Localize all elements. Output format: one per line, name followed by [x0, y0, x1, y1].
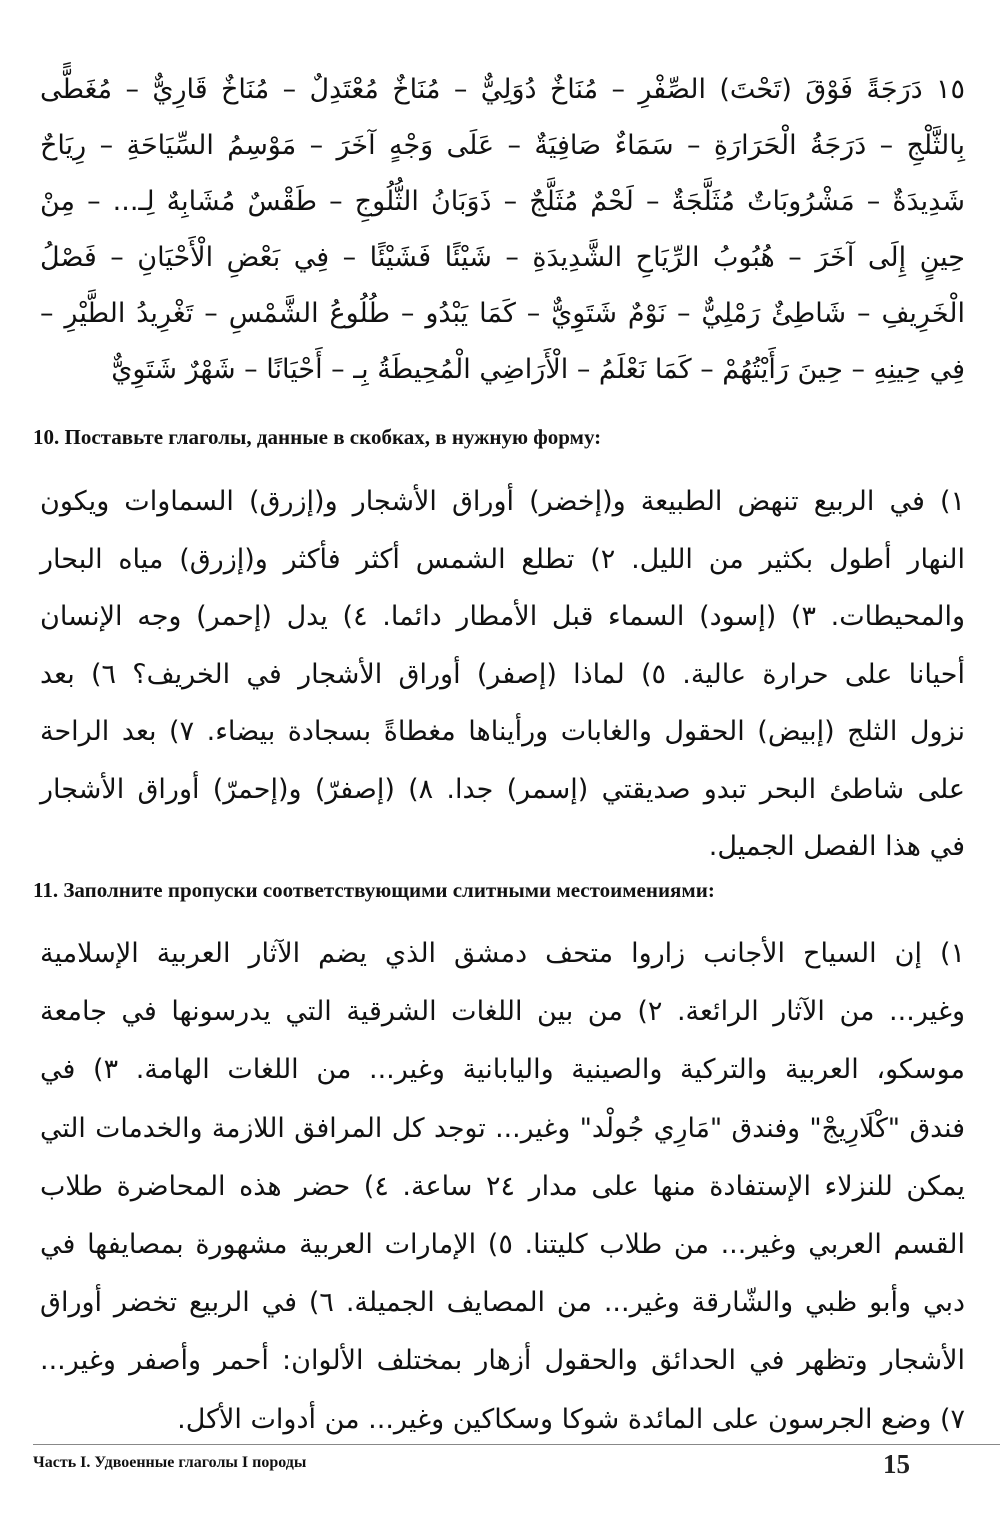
exercise-10-heading: 10. Поставьте глаголы, данные в скобках, в нужную форму:	[33, 425, 602, 449]
exercise-10-line: النهار أطول بكثير من الليل. ٢) تطلع الشمس أكثر فأكثر و(إزرق) مياه البحار	[40, 543, 965, 575]
exercise-11-line: القسم العربي وغير... من طلاب كليتنا. ٥) الإمارات العربية مشهورة بمصايفها في	[40, 1229, 965, 1261]
footer-divider	[33, 1444, 1000, 1445]
vocabulary-line: فِي حِينِهِ – حِينَ رَأَيْتُهُمْ – كَمَا نَعْلَمُ – الْأَرَاضِي الْمُحِيطَةُ بِـ – أَحْيَانًا – شَهْرٌ شَتَوِيٌّ	[111, 354, 965, 385]
exercise-11-line: وغير... من الآثار الرائعة. ٢) من بين اللغات الشرقية التي يدرسونها في جامعة	[40, 996, 965, 1028]
exercise-10-line: ١) في الربيع تنهض الطبيعة و(إخضر) أوراق الأشجار و(إزرق) السماوات ويكون	[40, 486, 965, 517]
exercise-10-line: في هذا الفصل الجميل.	[708, 831, 965, 862]
exercise-11-line: ٧) وضع الجرسون على المائدة شوكا وسكاكين وغير... من أدوات الأكل.	[177, 1403, 965, 1435]
exercise-11-line: دبي وأبو ظبي والشّارقة وغير... من المصايف الجميلة. ٦) في الربيع تخضر أوراق	[40, 1287, 965, 1319]
exercise-10-line: والمحيطات. ٣) (إسود) السماء قبل الأمطار دائما. ٤) يدل (إحمر) وجه الإنسان	[40, 601, 965, 632]
exercise-10-line: أحيانا على حرارة عالية. ٥) لماذا (إصفر) أوراق الأشجار في الخريف؟ ٦) بعد	[40, 658, 965, 690]
exercise-11-heading: 11. Заполните пропуски соответствующими слитными местоимениями:	[33, 878, 715, 902]
exercise-10-text	[40, 473, 965, 876]
exercise-11-line: يمكن للنزلاء الإستفادة منها على مدار ٢٤ ساعة. ٤) حضر هذه المحاضرة طلاب	[40, 1170, 966, 1202]
vocabulary-line: حِينٍ إِلَى آخَرَ – هُبُوبُ الرِّيَاحِ الشَّدِيدَةِ – شَيْئًا فَشَيْئًا – فِي بَعْضِ الْأَحْيَانِ – فَصْلُ	[40, 242, 965, 273]
footer-section-title: Часть I. Удвоенные глаголы I породы	[33, 1454, 307, 1471]
page-number: 15	[883, 1449, 910, 1479]
vocabulary-line: الْخَرِيفِ – شَاطِئٌ رَمْلِيٌّ – نَوْمٌ شَتَوِيٌّ – كَمَا يَبْدُو – طُلُوعُ الشَّمْسِ – تَغْرِيدُ الطَّيْرِ –	[40, 298, 965, 329]
exercise-11-line: فندق "كْلَارِيجْ" وفندق "مَارِي جُولْد" وغير... توجد كل المرافق اللازمة والخدمات التي	[40, 1112, 965, 1144]
exercise-11-line: ١) إن السياح الأجانب زاروا متحف دمشق الذي يضم الآثار العربية الإسلامية	[40, 938, 965, 969]
exercise-11-line: الأشجار وتظهر في الحدائق والحقول أزهار بمختلف الألوان: أحمر وأصفر وغير...	[40, 1345, 965, 1377]
vocabulary-line: شَدِيدَةٌ – مَشْرُوبَاتٌ مُثَلَّجَةٌ – لَحْمٌ مُثَلَّجٌ – ذَوَبَانُ الثُّلُوجِ – طَقْسٌ مُشَابِهٌ لِـ... – مِنْ	[40, 186, 965, 217]
vocabulary-line: ١٥ دَرَجَةً فَوْقَ (تَحْتَ) الصِّفْرِ – مُنَاخٌ دُوَلِيٌّ – مُنَاخٌ مُعْتَدِلٌ – مُنَاخٌ قَارِيٌّ – مُغَطًّى	[40, 74, 965, 105]
vocabulary-list	[40, 62, 965, 398]
exercise-10-line: نزول الثلج (إبيض) الحقول والغابات ورأيناها مغطاةً بسجادة بيضاء. ٧) بعد الراحة	[40, 716, 965, 747]
exercise-11-line: موسكو، العربية والتركية والصينية واليابانية وغير... من اللغات الهامة. ٣) في	[40, 1054, 965, 1086]
exercise-11-text	[40, 925, 965, 1449]
vocabulary-line: بِالثَّلْجِ – دَرَجَةُ الْحَرَارَةِ – سَمَاءٌ صَافِيَةٌ – عَلَى وَجْهٍ آخَرَ – مَوْسِمُ السِّيَاحَةِ – رِيَاحٌ	[40, 130, 965, 161]
exercise-10-line: على شاطئ البحر تبدو صديقتي (إسمر) جدا. ٨) (إصفرّ) و(إحمرّ) أوراق الأشجار	[40, 773, 965, 805]
